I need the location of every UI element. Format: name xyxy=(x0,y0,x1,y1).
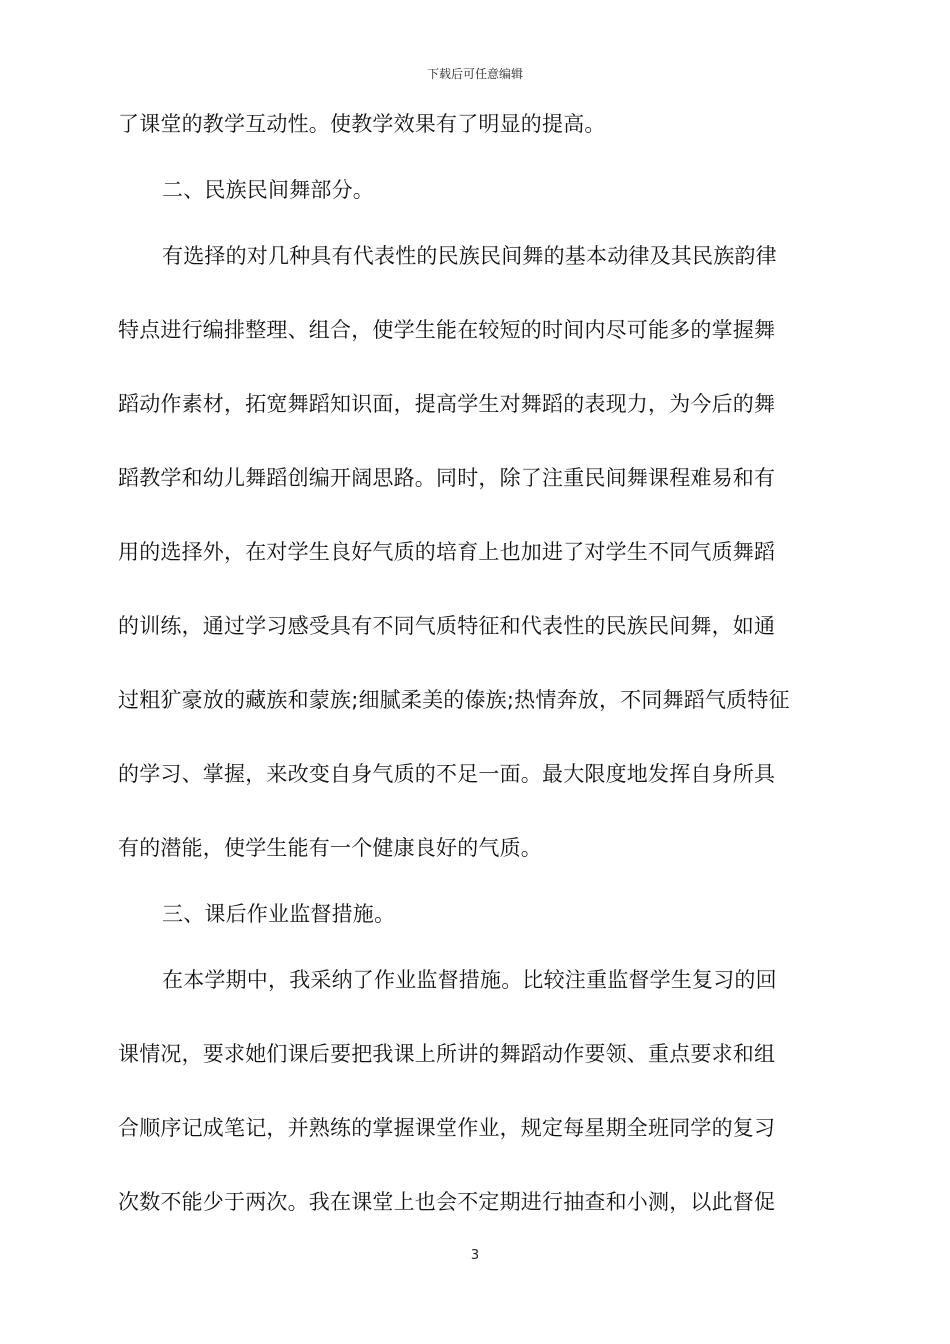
paragraph-line: 有选择的对几种具有代表性的民族民间舞的基本动律及其民族韵律 xyxy=(162,244,777,268)
paragraph-line: 合顺序记成笔记，并熟练的掌握课堂作业，规定每星期全班同学的复习 xyxy=(118,1116,776,1140)
paragraph-line: 特点进行编排整理、组合，使学生能在较短的时间内尽可能多的掌握舞 xyxy=(118,318,776,342)
text-line: 了课堂的教学互动性。使教学效果有了明显的提高。 xyxy=(118,112,606,136)
paragraph-line: 的训练，通过学习感受具有不同气质特征和代表性的民族民间舞，如通 xyxy=(118,614,776,638)
section-heading: 二、民族民间舞部分。 xyxy=(162,178,374,202)
paragraph-line: 有的潜能，使学生能有一个健康良好的气质。 xyxy=(118,836,542,860)
paragraph-line: 课情况，要求她们课后要把我课上所讲的舞蹈动作要领、重点要求和组 xyxy=(118,1042,776,1066)
paragraph-line: 次数不能少于两次。我在课堂上也会不定期进行抽查和小测，以此督促 xyxy=(118,1190,776,1214)
section-heading: 三、课后作业监督措施。 xyxy=(162,902,396,926)
paragraph-line: 的学习、掌握，来改变自身气质的不足一面。最大限度地发挥自身所具 xyxy=(118,762,776,786)
paragraph-line: 过粗犷豪放的藏族和蒙族;细腻柔美的傣族;热情奔放，不同舞蹈气质特征 xyxy=(118,688,790,712)
paragraph-line: 蹈动作素材，拓宽舞蹈知识面，提高学生对舞蹈的表现力，为今后的舞 xyxy=(118,392,776,416)
paragraph-line: 蹈教学和幼儿舞蹈创编开阔思路。同时，除了注重民间舞课程难易和有 xyxy=(118,466,776,490)
paragraph-line: 用的选择外，在对学生良好气质的培育上也加进了对学生不同气质舞蹈 xyxy=(118,540,776,564)
page-number: 3 xyxy=(470,1248,480,1263)
page-header: 下载后可任意编辑 xyxy=(426,67,523,81)
paragraph-line: 在本学期中，我采纳了作业监督措施。比较注重监督学生复习的回 xyxy=(162,968,777,992)
